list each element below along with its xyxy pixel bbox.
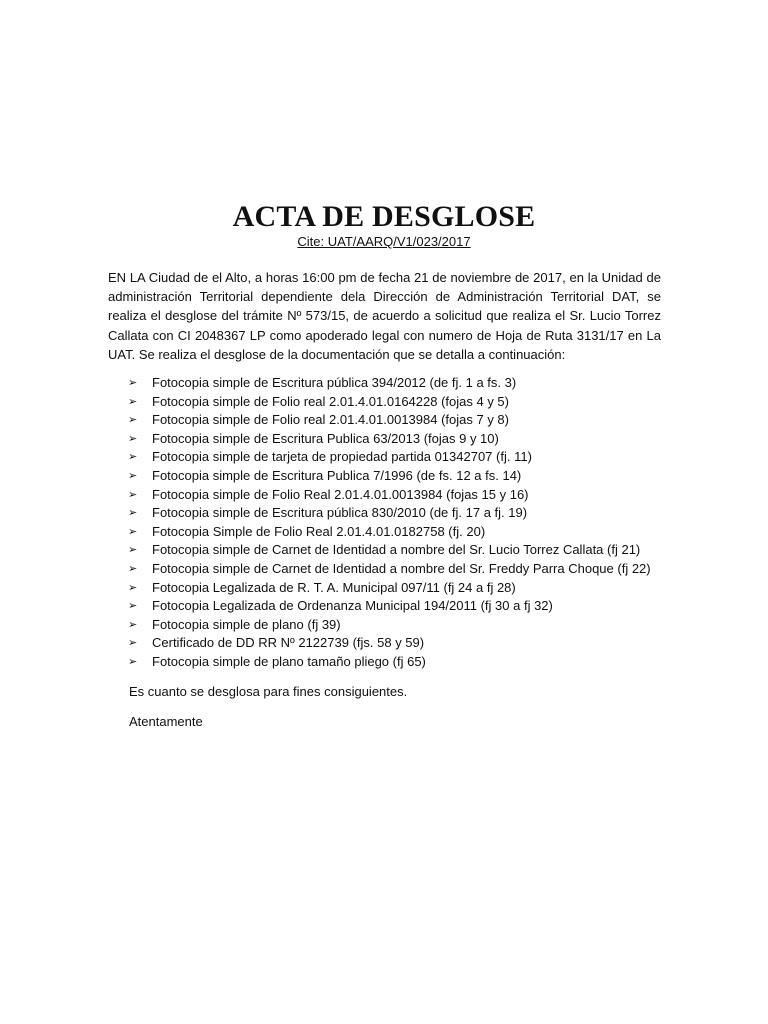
list-item — [128, 448, 668, 467]
list-item — [128, 653, 668, 672]
list-item — [128, 411, 668, 430]
document-list — [128, 374, 668, 672]
arrow-bullet-icon: ➢ — [128, 414, 138, 427]
list-item-text: Fotocopia Legalizada de R. T. A. Municipal 097/11 (fj 24 a fj 28) — [152, 579, 516, 595]
arrow-bullet-icon: ➢ — [128, 395, 138, 408]
list-item-text: Fotocopia simple de tarjeta de propiedad partida 01342707 (fj. 11) — [152, 449, 532, 465]
list-item — [128, 597, 668, 616]
arrow-bullet-icon: ➢ — [128, 507, 138, 520]
list-item-text: Fotocopia simple de Escritura Publica 7/1996 (de fs. 12 a fs. 14) — [152, 467, 522, 483]
list-item — [128, 486, 668, 505]
closing-sentence: Es cuanto se desglosa para fines consiguientes. — [129, 684, 408, 699]
list-item-text: Fotocopia simple de plano (fj 39) — [152, 616, 341, 632]
list-item — [128, 504, 668, 523]
list-item-text: Fotocopia simple de Folio real 2.01.4.01.0013984 (fojas 7 y 8) — [152, 412, 509, 428]
list-item-text: Fotocopia Simple de Folio Real 2.01.4.01.0182758 (fj. 20) — [152, 523, 486, 539]
document-cite: Cite: UAT/AARQ/V1/023/2017 — [297, 234, 471, 249]
arrow-bullet-icon: ➢ — [128, 637, 138, 650]
arrow-bullet-icon: ➢ — [128, 432, 138, 445]
arrow-bullet-icon: ➢ — [128, 377, 138, 389]
list-item — [128, 467, 668, 486]
list-item-text: Fotocopia simple de Escritura pública 830/2010 (de fj. 17 a fj. 19) — [152, 505, 528, 521]
list-item-text: Fotocopia simple de Folio real 2.01.4.01.0164228 (fojas 4 y 5) — [152, 393, 509, 409]
list-item-text: Certificado de DD RR Nº 2122739 (fjs. 58 y 59) — [152, 635, 425, 651]
arrow-bullet-icon: ➢ — [128, 451, 138, 464]
list-item — [128, 579, 668, 598]
list-item-text: Fotocopia simple de plano tamaño pliego (fj 65) — [152, 653, 426, 669]
arrow-bullet-icon: ➢ — [128, 488, 138, 501]
intro-paragraph: EN LA Ciudad de el Alto, a horas 16:00 pm de fecha 21 de noviembre de 2017, en la Unidad de administración Territorial dependiente dela Dirección de Administración Territorial DAT, se realiza el desglose del trámite Nº 573/15, de acuerdo a solicitud que realiza el Sr. Lucio Torrez Callata con CI 2048367 LP como apoderado legal con numero de Hoja de Ruta 3131/17 en La UAT. Se realiza el desglose de la documentación que se detalla a continuación: — [108, 270, 661, 362]
list-item — [128, 430, 668, 449]
arrow-bullet-icon: ➢ — [128, 600, 138, 613]
list-item-text: Fotocopia simple de Carnet de Identidad a nombre del Sr. Lucio Torrez Callata (fj 21) — [152, 542, 641, 558]
list-item — [128, 374, 668, 393]
arrow-bullet-icon: ➢ — [128, 544, 138, 557]
list-item — [128, 523, 668, 542]
list-item — [128, 560, 668, 579]
arrow-bullet-icon: ➢ — [128, 469, 138, 482]
list-item-text: Fotocopia simple de Folio Real 2.01.4.01.0013984 (fojas 15 y 16) — [152, 486, 529, 502]
arrow-bullet-icon: ➢ — [128, 618, 138, 631]
document-title: ACTA DE DESGLOSE — [232, 200, 536, 233]
arrow-bullet-icon: ➢ — [128, 562, 138, 575]
list-item-text: Fotocopia simple de Escritura Publica 63/2013 (fojas 9 y 10) — [152, 430, 499, 446]
sign-off: Atentamente — [129, 714, 203, 729]
list-item-text: Fotocopia simple de Escritura pública 394/2012 (de fj. 1 a fs. 3) — [152, 375, 517, 390]
arrow-bullet-icon: ➢ — [128, 581, 138, 594]
list-item — [128, 616, 668, 635]
list-item — [128, 634, 668, 653]
arrow-bullet-icon: ➢ — [128, 525, 138, 538]
list-item — [128, 541, 668, 560]
list-item-text: Fotocopia simple de Carnet de Identidad a nombre del Sr. Freddy Parra Choque (fj 22) — [152, 560, 651, 576]
arrow-bullet-icon: ➢ — [128, 655, 138, 668]
list-item-text: Fotocopia Legalizada de Ordenanza Municipal 194/2011 (fj 30 a fj 32) — [152, 598, 553, 614]
list-item — [128, 393, 668, 412]
